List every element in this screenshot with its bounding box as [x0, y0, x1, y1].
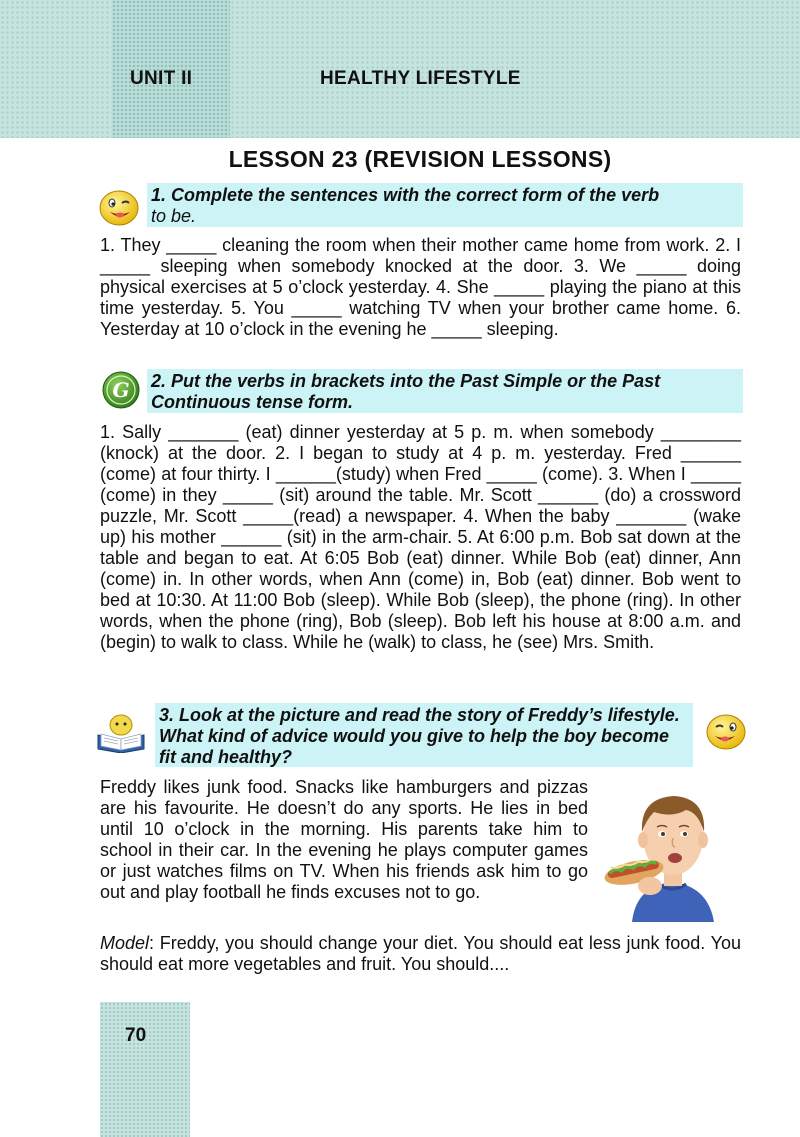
task2-paragraph: 1. Sally _______ (eat) dinner yesterday at 5 p. m. when somebody ________ (knock) at the door. 2. I began to study at 4 p. m. yesterday. Fred ______ (come) at four thirty. I ______(study) when Fred _____ (come). 3. When I _____ (come) in they _____ (sit) around the table. Mr. Scott ______ (do) a crossword puzzle, Mr. Scott _____(read) a newspaper. 4. When the baby _______ (wake up) his mother ______ (sit) in the arm-chair. 5. At 6:00 p.m. Bob sat down at the table and began to eat. At 6:05 Bob (eat) dinner. While Bob (eat) dinner, Ann (come) in. In other words, when Ann (come) in, Bob (eat) dinner. Bob went to bed at 10:30. At 11:00 Bob (sleep). While Bob (sleep), the phone (ring). In other words, when the phone (ring), Bob (sleep). Bob left his house at 8:00 a.m. and (begin) to walk to class. While he (walk) to class, he (see) Mrs. Smith.	[100, 422, 741, 652]
model-text: : Freddy, you should change your diet. You should eat less junk food. You should eat more vegetables and fruit. You should....	[100, 933, 741, 974]
model-label: Model	[100, 933, 150, 953]
task3-heading: 3. Look at the picture and read the story of Freddy’s lifestyle. What kind of advice would you give to help the boy become fit and healthy?	[155, 703, 693, 767]
winking-smiley-icon	[703, 712, 747, 752]
task3-story	[100, 777, 588, 903]
task1-paragraph: 1. They _____ cleaning the room when their mother came home from work. 2. I _____ sleeping when somebody knocked at the door. 3. We _____ doing physical exercises at 5 o’clock yesterday. 4. She _____ playing the piano at this time yesterday. 5. You _____ watching TV when your brother came home. 6. Yesterday at 10 o’clock in the evening he _____ sleeping.	[100, 235, 741, 339]
task1-heading	[147, 183, 743, 227]
task2-text	[100, 422, 741, 653]
task1-heading-italic: to be.	[151, 206, 197, 226]
page-number: 70	[125, 1025, 147, 1046]
task1-text	[100, 235, 741, 340]
task1-heading-bold: 1. Complete the sentences with the correct form of the verb	[151, 185, 660, 205]
grammar-g-icon	[101, 370, 141, 410]
task3-story-paragraph: Freddy likes junk food. Snacks like hamburgers and pizzas are his favourite. He doesn’t do any sports. He lies in bed until 10 o’clock in the morning. His parents take him to school in their car. In the evening he plays computer games or just watches films on TV. When his friends ask him to go out and play football he finds excuses not to go.	[100, 777, 588, 902]
winking-smiley-icon	[98, 188, 142, 228]
svg-text:G: G	[112, 378, 130, 402]
lesson-title: LESSON 23 (REVISION LESSONS)	[228, 146, 612, 172]
footer-band	[100, 1002, 190, 1137]
reading-book-icon	[94, 713, 148, 753]
task3-model	[100, 933, 741, 975]
unit-label: UNIT II	[130, 68, 193, 89]
task2-heading: 2. Put the verbs in brackets into the Past Simple or the Past Continuous tense form.	[147, 369, 743, 413]
freddy-picture	[602, 782, 742, 922]
section-title: HEALTHY LIFESTYLE	[320, 68, 521, 89]
